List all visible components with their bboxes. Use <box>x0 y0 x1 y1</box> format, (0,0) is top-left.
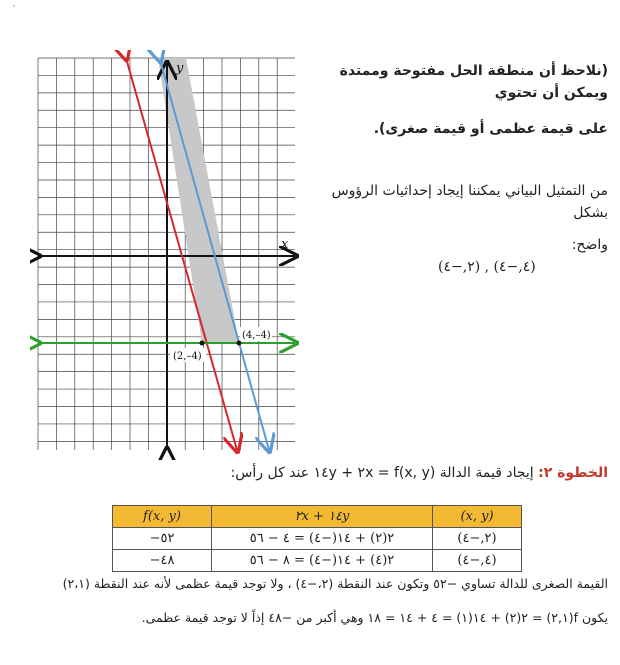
table-cell: ٢(٤) + ١٤(−٤) = ٨ − ٥٦ <box>212 550 433 572</box>
vertices-points: (٢,−٤) , (٤,−٤) <box>438 259 536 275</box>
table-header-expr: ٢x + ١٤y <box>212 506 433 528</box>
vertices-line-1: من التمثيل البياني يمكننا إيجاد إحداثيات الرؤوس بشكل <box>331 183 608 221</box>
vertices-line-2: واضح: <box>571 237 608 253</box>
table-header-xy: (x, y) <box>433 506 522 528</box>
values-table <box>112 505 522 572</box>
point-1-label: (2,–4) <box>173 351 202 362</box>
note-line-1: (نلاحظ أن منطقة الحل مفتوحة وممتدة ويمكن أن تحتوي <box>339 63 608 101</box>
conclusion-paragraph <box>12 573 608 629</box>
y-axis-label: y <box>176 61 184 76</box>
table-row <box>113 550 522 572</box>
note-line-2: على قيمة عظمى أو قيمة صغرى). <box>373 121 608 137</box>
step-2-text: إيجاد قيمة الدالة f(x, y) = ٢x + ١٤y عند كل رأس: <box>230 465 534 481</box>
note-paragraph <box>308 60 608 140</box>
vertex-point-1 <box>200 341 205 346</box>
table-row <box>113 528 522 550</box>
step-2-label: الخطوة ٢: <box>538 465 608 481</box>
table-cell: (٤,−٤) <box>433 550 522 572</box>
point-2-label: (4,–4) <box>242 330 271 341</box>
conclusion-line-2: يكون f(٢,١) = ٢(٢) + ١٤(١) = ٤ + ١٤ = ١٨ وهي أكبر من −٤٨ إذاً لا توجد قيمة عظمى. <box>141 610 608 625</box>
vertices-paragraph <box>308 180 608 278</box>
corner-mark: ` <box>12 6 17 16</box>
step-2-line <box>48 462 608 484</box>
solution-graph <box>30 50 305 460</box>
table-cell: (٢,−٤) <box>433 528 522 550</box>
table-cell: ٢(٢) + ١٤(−٤) = ٤ − ٥٦ <box>212 528 433 550</box>
table-cell: −٤٨ <box>113 550 212 572</box>
table-header-row <box>113 506 522 528</box>
conclusion-line-1: القيمة الصغرى للدالة تساوي −٥٢ وتكون عند النقطة (٢،−٤) ، ولا توجد قيمة عظمى لأنه عند النقطة (٢،١) <box>62 576 608 591</box>
table-cell: −٥٢ <box>113 528 212 550</box>
vertex-point-2 <box>237 341 242 346</box>
x-axis-label: x <box>281 237 289 252</box>
table-header-f: f(x, y) <box>113 506 212 528</box>
